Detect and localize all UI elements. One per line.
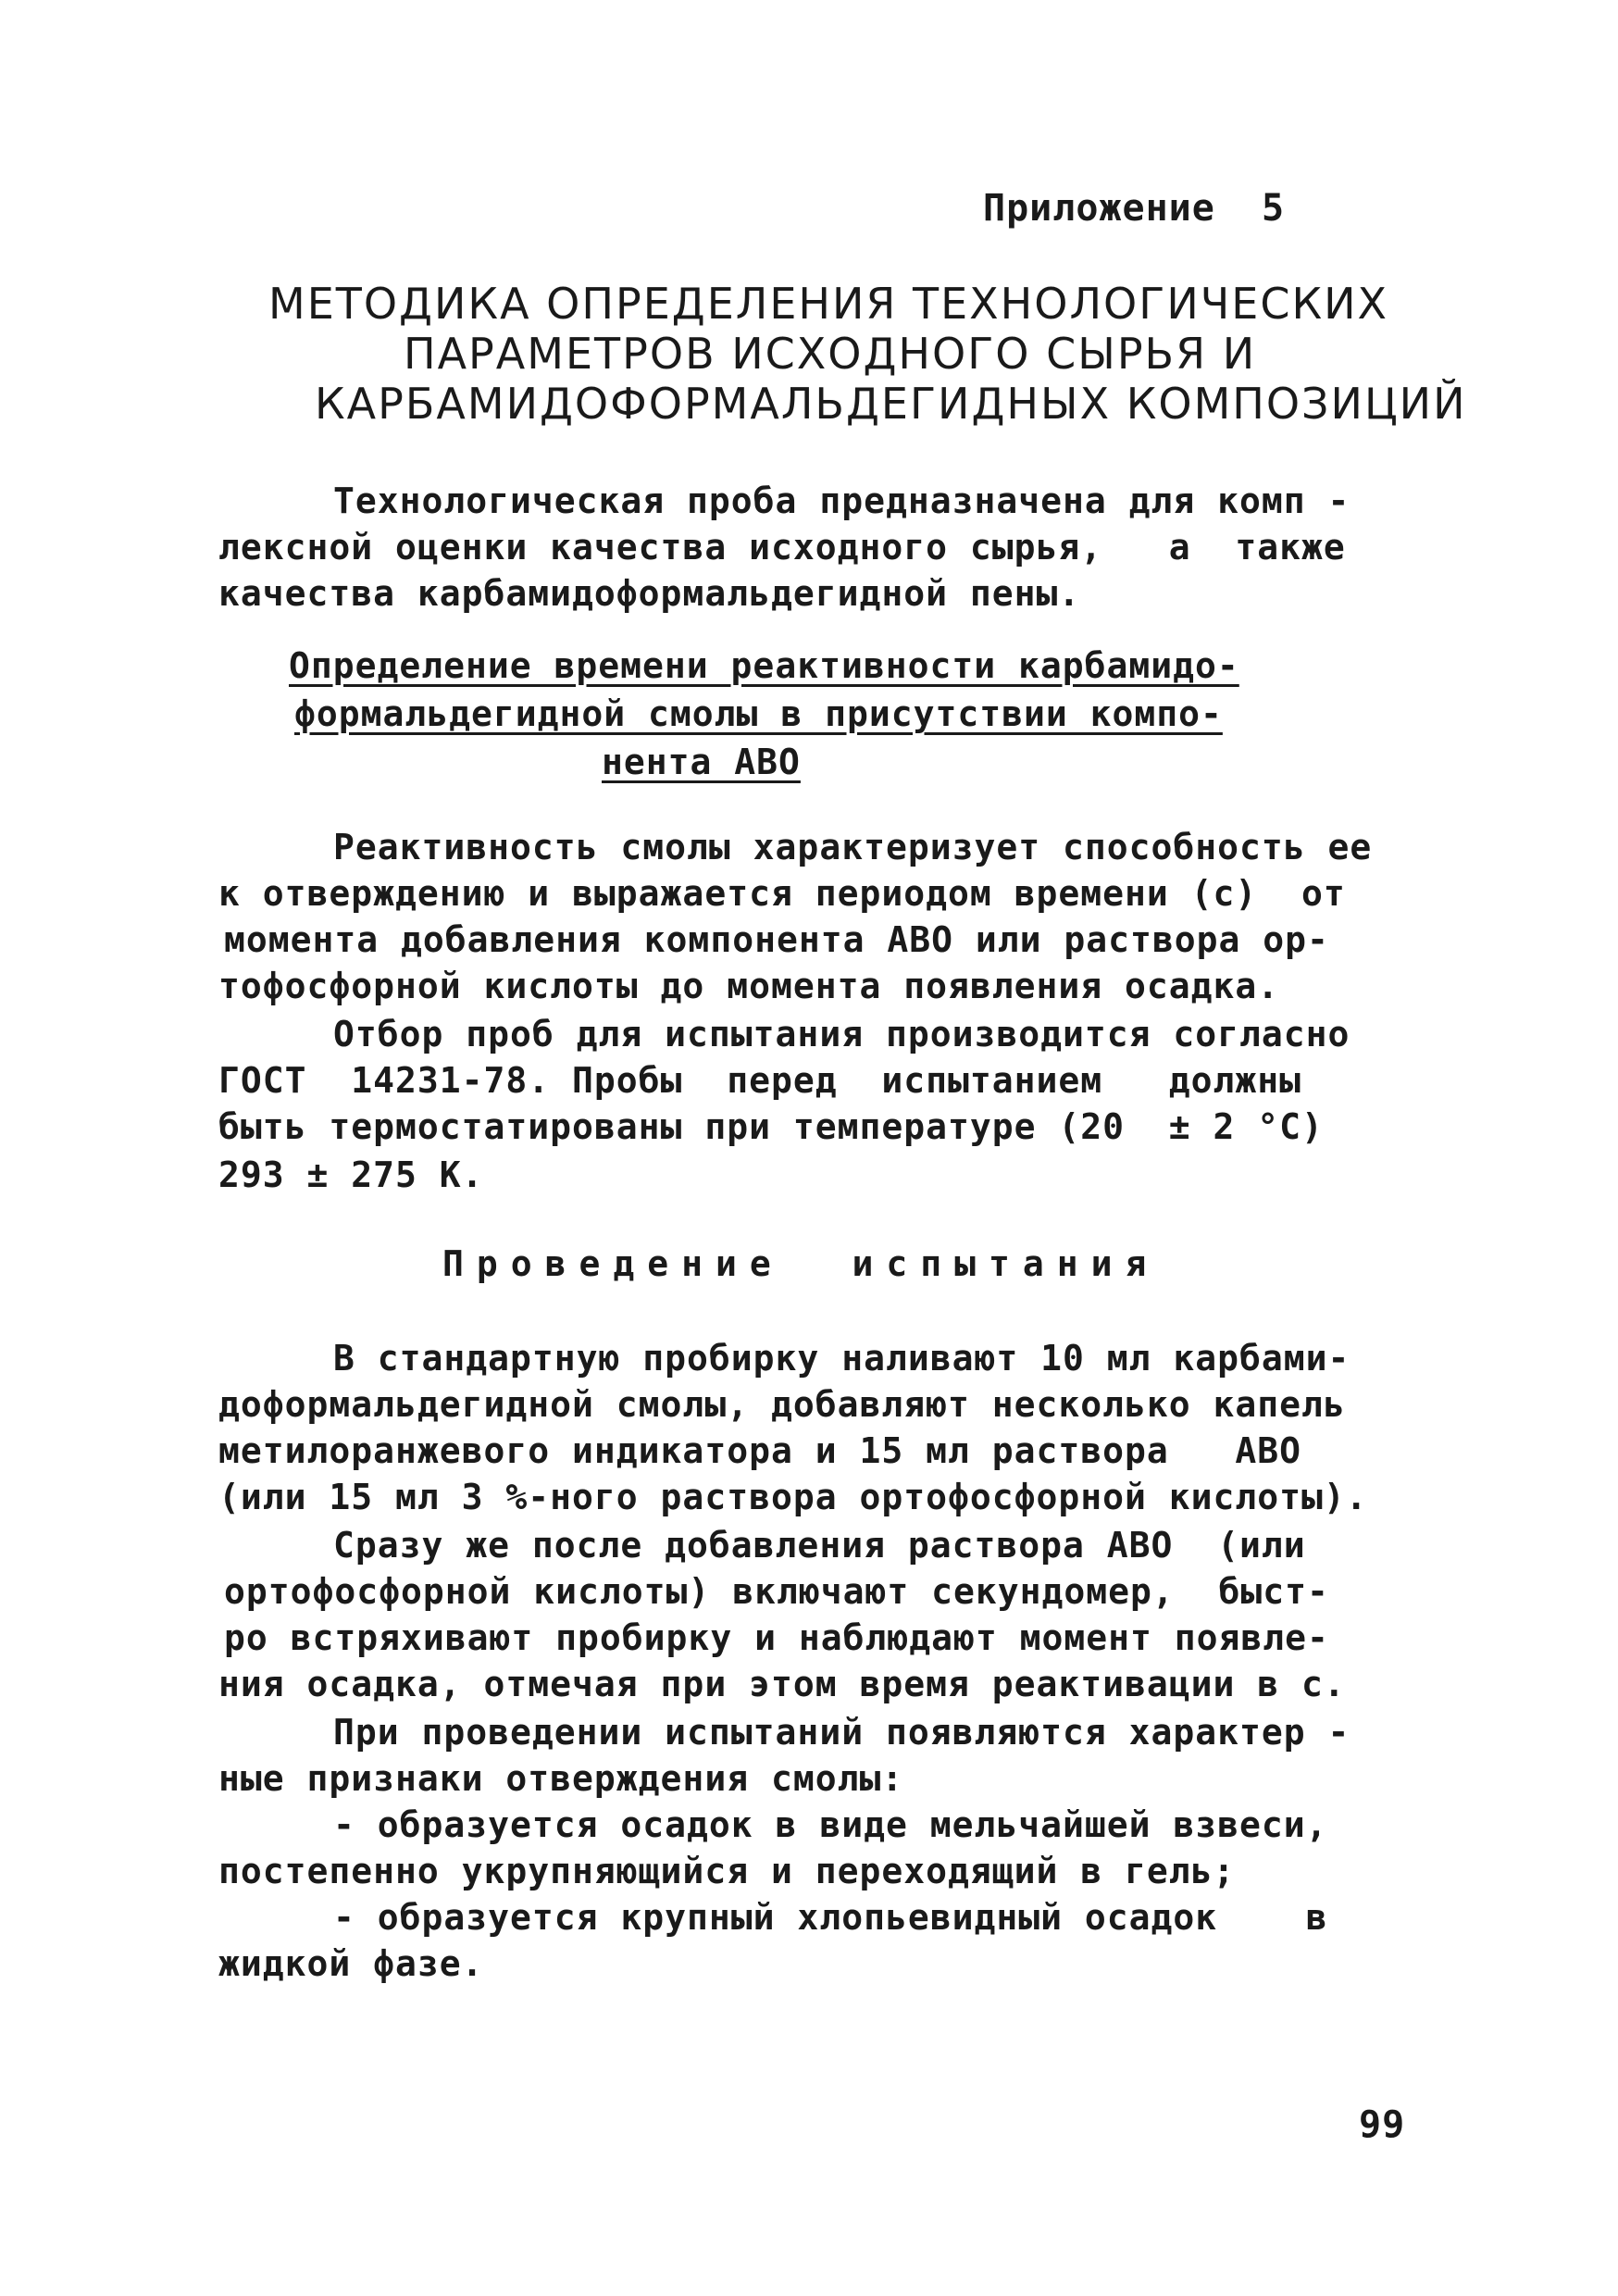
procedure-line-4: (или 15 мл 3 %-ного раствора ортофосфорной кислоты). <box>218 1477 1368 1517</box>
procedure-line-2: доформальдегидной смолы, добавляют несколько капель <box>218 1384 1346 1425</box>
reactivity-line-3: момента добавления компонента АВО или раствора ор- <box>224 919 1329 960</box>
section-heading-line-1: Определение времени реактивности карбамидо- <box>289 645 1239 686</box>
document-title-line-1: МЕТОДИКА ОПРЕДЕЛЕНИЯ ТЕХНОЛОГИЧЕСКИХ <box>268 279 1389 329</box>
procedure-line-12: постепенно укрупняющийся и переходящий в гель; <box>218 1851 1236 1891</box>
reactivity-line-7: быть термостатированы при температуре (20 ± 2 °С) <box>218 1106 1324 1147</box>
section-heading-line-3: нента АВО <box>602 742 801 782</box>
procedure-line-10: ные признаки отверждения смолы: <box>218 1758 904 1799</box>
page-number: 99 <box>1359 2103 1406 2146</box>
reactivity-line-5: Отбор проб для испытания производится согласно <box>333 1014 1350 1054</box>
intro-line-1: Технологическая проба предназначена для комп - <box>333 480 1350 521</box>
procedure-line-9: При проведении испытаний появляются характер - <box>333 1712 1350 1753</box>
appendix-label: Приложение 5 <box>983 187 1286 230</box>
document-title-line-2: ПАРАМЕТРОВ ИСХОДНОГО СЫРЬЯ И <box>404 329 1257 379</box>
procedure-line-5: Сразу же после добавления раствора АВО (или <box>333 1525 1306 1566</box>
procedure-line-7: ро встряхивают пробирку и наблюдают момент появле- <box>224 1617 1329 1658</box>
reactivity-line-6: ГОСТ 14231-78. Пробы перед испытанием должны <box>218 1060 1302 1101</box>
test-heading: Проведение испытания <box>442 1243 1160 1284</box>
document-title-line-3: КАРБАМИДОФОРМАЛЬДЕГИДНЫХ КОМПОЗИЦИЙ <box>315 379 1467 429</box>
procedure-line-11: - образуется осадок в виде мельчайшей взвеси, <box>333 1804 1328 1845</box>
procedure-line-6: ортофосфорной кислоты) включают секундомер, быст- <box>224 1571 1329 1612</box>
intro-line-2: лексной оценки качества исходного сырья, а также <box>218 527 1346 568</box>
procedure-line-3: метилоранжевого индикатора и 15 мл раствора АВО <box>218 1430 1302 1471</box>
procedure-line-14: жидкой фазе. <box>218 1943 484 1984</box>
section-heading-line-2: формальдегидной смолы в присутствии компо- <box>294 693 1223 734</box>
reactivity-line-4: тофосфорной кислоты до момента появления осадка. <box>218 966 1280 1006</box>
procedure-line-8: ния осадка, отмечая при этом время реактивации в с. <box>218 1664 1346 1704</box>
procedure-line-13: - образуется крупный хлопьевидный осадок в <box>333 1897 1328 1938</box>
reactivity-line-2: к отверждению и выражается периодом времени (с) от <box>218 873 1346 914</box>
reactivity-line-1: Реактивность смолы характеризует способность ее <box>333 827 1373 867</box>
intro-line-3: качества карбамидоформальдегидной пены. <box>218 573 1081 614</box>
procedure-line-1: В стандартную пробирку наливают 10 мл карбами- <box>333 1338 1350 1379</box>
reactivity-line-8: 293 ± 275 К. <box>218 1154 484 1195</box>
